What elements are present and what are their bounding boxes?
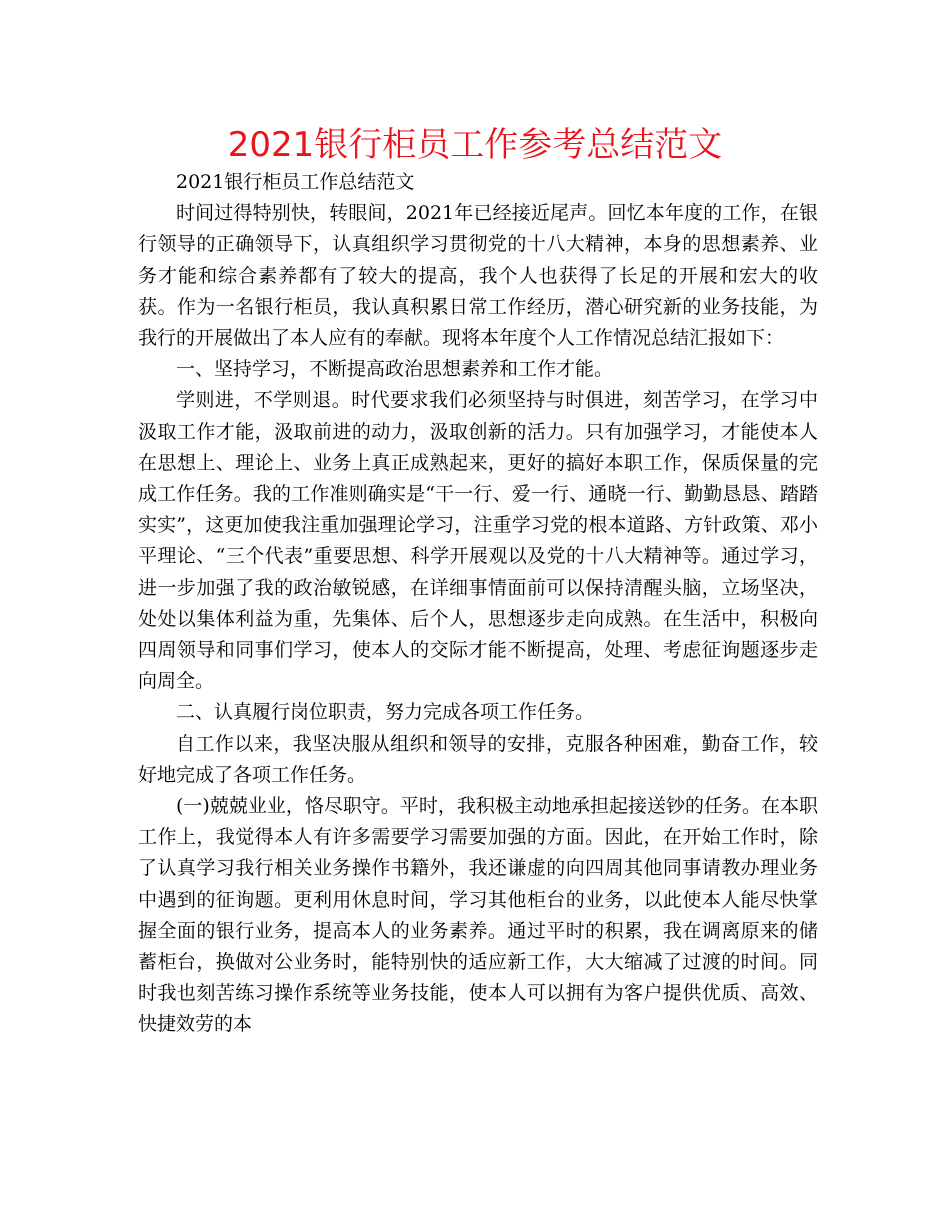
- intro-paragraph: 时间过得特别快，转眼间，2021年已经接近尾声。回忆本年度的工作，在银行领导的正确领导下，认真组织学习贯彻党的十八大精神，本身的思想素养、业务才能和综合素养都有了较大的提高，我个人也获得了长足的开展和宏大的收获。作为一名银行柜员，我认真积累日常工作经历，潜心研究新的业务技能，为我行的开展做出了本人应有的奉献。现将本年度个人工作情况总结汇报如下：: [138, 202, 818, 350]
- section-heading-1: 一、坚持学习，不断提高政治思想素养和工作才能。: [176, 358, 614, 381]
- document-body: [138, 167, 818, 1041]
- body-paragraph: 自工作以来，我坚决服从组织和领导的安排，克服各种困难，勤奋工作，较好地完成了各项工作任务。: [138, 732, 818, 786]
- body-paragraph: (一)兢兢业业，恪尽职守。平时，我积极主动地承担起接送钞的任务。在本职工作上，我觉得本人有许多需要学习需要加强的方面。因此，在开始工作时，除了认真学习我行相关业务操作书籍外，我还谦虚的向四周其他同事请教办理业务中遇到的征询题。更利用休息时间，学习其他柜台的业务，以此使本人能尽快掌握全面的银行业务，提高本人的业务素养。通过平时的积累，我在调离原来的储蓄柜台，换做对公业务时，能特别快的适应新工作，大大缩减了过渡的时间。同时我也刻苦练习操作系统等业务技能，使本人可以拥有为客户提供优质、高效、快捷效劳的本: [138, 795, 818, 1036]
- body-paragraph: 学则进，不学则退。时代要求我们必须坚持与时俱进，刻苦学习，在学习中汲取工作才能，汲取前进的动力，汲取创新的活力。只有加强学习，才能使本人在思想上、理论上、业务上真正成熟起来，更好的搞好本职工作，保质保量的完成工作任务。我的工作准则确实是“干一行、爱一行、通晓一行、勤勤恳恳、踏踏实实”，这更加使我注重加强理论学习，注重学习党的根本道路、方针政策、邓小平理论、“三个代表”重要思想、科学开展观以及党的十八大精神等。通过学习，进一步加强了我的政治敏锐感，在详细事情面前可以保持清醒头脑，立场坚决，处处以集体利益为重，先集体、后个人，思想逐步走向成熟。在生活中，积极向四周领导和同事们学习，使本人的交际才能不断提高，处理、考虑征询题逐步走向周全。: [138, 389, 818, 693]
- document-title: 2021银行柜员工作参考总结范文: [227, 125, 723, 165]
- section-heading-2: 二、认真履行岗位职责，努力完成各项工作任务。: [176, 701, 595, 724]
- subtitle-paragraph: 2021银行柜员工作总结范文: [176, 171, 415, 193]
